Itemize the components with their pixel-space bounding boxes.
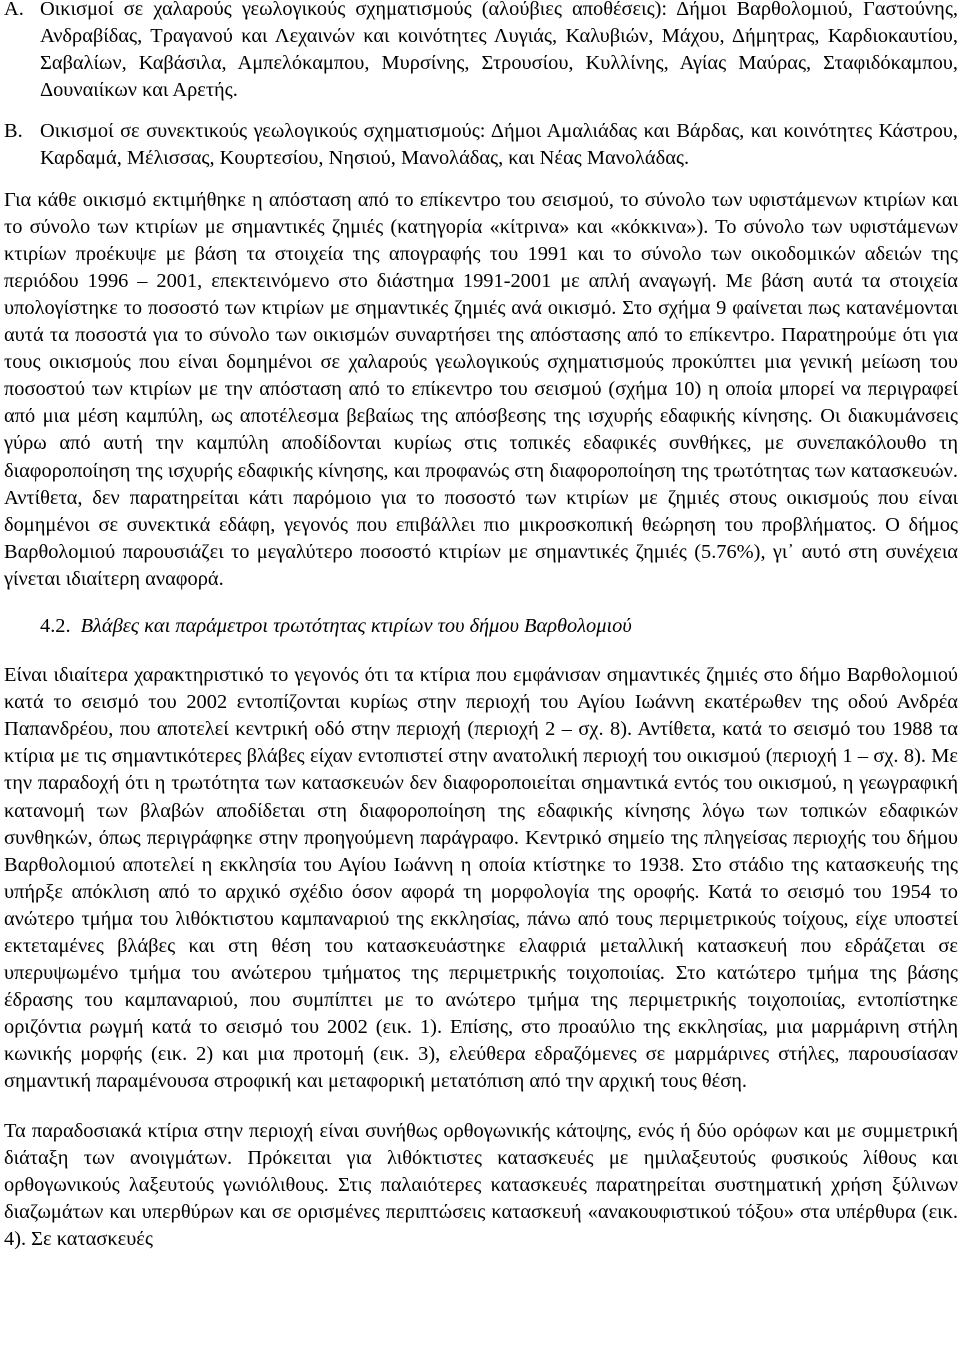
list-text-a: Οικισμοί σε χαλαρούς γεωλογικούς σχηματισμούς (αλούβιες αποθέσεις): Δήμοι Βαρθολομιού, Γαστούνης, Ανδραβίδας, Τραγανού και Λεχαινών και κοινότητες Λυγιάς, Καλυβιών, Μάχου, Δήμητρας, Καρδιοκαυτίου, Σαβαλίων, Καβάσιλα, Αμπελόκαμπου, Μυρσίνης, Στρουσίου, Κυλλίνης, Αγίας Μαύρας, Σταφιδόκαμπου, Δουναιίκων και Αρετής. (40, 0, 958, 102)
list-item-a (4, 0, 958, 104)
list-text-b: Οικισμοί σε συνεκτικούς γεωλογικούς σχηματισμούς: Δήμοι Αμαλιάδας και Βάρδας, και κοινότητες Κάστρου, Καρδαμά, Μέλισσας, Κουρτεσίου, Νησιού, Μανολάδας, και Νέας Μανολάδας. (40, 120, 958, 170)
section-number: 4.2. (40, 614, 71, 637)
list-marker-a: Α. (4, 0, 24, 20)
paragraph-settlement-damage: Για κάθε οικισμό εκτιμήθηκε η απόσταση από το επίκεντρο του σεισμού, το σύνολο των υφιστάμενων κτιρίων και το σύνολο των κτιρίων με σημαντικές ζημιές (κατηγορία «κίτρινα» και «κόκκινα»). Το σύνολο των υφιστάμενων κτιρίων προέκυψε με βάση τα στοιχεία της απογραφής του 1991 και το σύνολο των οικοδομικών αδειών της περιόδου 1996 – 2001, επεκτεινόμενο στο διάστημα 1991-2001 με απλή αναγωγή. Με βάση αυτά τα στοιχεία υπολογίστηκε το ποσοστό των κτιρίων με σημαντικές ζημιές ανά οικισμό. Στο σχήμα 9 φαίνεται πως κατανέμονται αυτά τα ποσοστά για το σύνολο των οικισμών συναρτήσει της απόστασης από το επίκεντρο. Παρατηρούμε ότι για τους οικισμούς που είναι δομημένοι σε χαλαρούς γεωλογικούς σχηματισμούς προκύπτει μια γενική μείωση του ποσοστού των κτιρίων με την απόσταση από το επίκεντρο του σεισμού (σχήμα 10) η οποία μπορεί να περιγραφεί από μια μέση καμπύλη, ως αποτέλεσμα βεβαίως της απόσβεσης της ισχυρής εδαφικής κίνησης. Οι διακυμάνσεις γύρω από αυτή την καμπύλη αποδίδονται κυρίως στις τοπικές εδαφικές συνθήκες, με συνεπακόλουθο τη διαφοροποίηση της ισχυρής εδαφικής κίνησης, και προφανώς στη διαφοροποίηση της τρωτότητας των κατασκευών. Αντίθετα, δεν παρατηρείται κάτι παρόμοιο για το ποσοστό των κτιρίων με ζημιές στους οικισμούς που είναι δομημένοι σε συνεκτικά εδάφη, γεγονός που επιβάλλει πιο μικροσκοπική θεώρηση του προβλήματος. Ο δήμος Βαρθολομιού παρουσιάζει το μεγαλύτερο ποσοστό κτιρίων με σημαντικές ζημιές (5.76%), γι᾽ αυτό στη συνέχεια γίνεται ιδιαίτερη αναφορά. (4, 188, 958, 590)
paragraph-vartholomio-church: Είναι ιδιαίτερα χαρακτηριστικό το γεγονός ότι τα κτίρια που εμφάνισαν σημαντικές ζημιές στο δήμο Βαρθολομιού κατά το σεισμό του 2002 εντοπίζονται κυρίως στην περιοχή του Αγίου Ιωάννη εκατέρωθεν της οδού Ανδρέα Παπανδρέου, που αποτελεί κεντρική οδό στην περιοχή (περιοχή 2 – σχ. 8). Αντίθετα, κατά το σεισμό του 1988 τα κτίρια με τις σημαντικότερες βλάβες είχαν εντοπιστεί στην ανατολική περιοχή του οικισμού (περιοχή 1 – σχ. 8). Με την παραδοχή ότι η τρωτότητα των κατασκευών δεν διαφοροποιείται σημαντικά εντός του οικισμού, η γεωγραφική κατανομή των βλαβών αποδίδεται στη διαφοροποίηση της εδαφικής κίνησης λόγω των τοπικών εδαφικών συνθηκών, όπως περιγράφηκε στην προηγούμενη παράγραφο. Κεντρικό σημείο της πληγείσας περιοχής του δήμου Βαρθολομιού αποτελεί η εκκλησία του Αγίου Ιωάννη η οποία κτίστηκε το 1938. Στο στάδιο της κατασκευής της υπήρξε απόκλιση από το αρχικό σχέδιο όσον αφορά τη μορφολογία της οροφής. Κατά το σεισμό του 1954 το ανώτερο τμήμα του λιθόκτιστου καμπαναριού της εκκλησίας, πάνω από τους περιμετρικούς τοίχους, είχε υποστεί εκτεταμένες βλάβες και στη θέση του κατασκευάστηκε ελαφριά μεταλλική κατασκευή που εδράζεται σε υπερυψωμένο τμήμα του ανώτερου τμήματος της περιμετρικής τοιχοποιίας. Στο κατώτερο τμήμα της βάσης έδρασης του καμπαναριού, που συμπίπτει με το ανώτερο τμήμα της περιμετρικής τοιχοποιίας, εντοπίστηκε οριζόντια ρωγμή κατά το σεισμό του 2002 (εικ. 1). Επίσης, στο προαύλιο της εκκλησίας, μια μαρμάρινη στήλη κωνικής μορφής (εικ. 2) και μια προτομή (εικ. 3), ελεύθερα εδραζόμενες σε μαρμάρινες στήλες, παρουσίασαν σημαντική παραμένουσα στροφική και μεταφορική μετατόπιση από την αρχική τους θέση. (4, 664, 958, 1093)
list-item-b (4, 118, 958, 172)
document-page (4, 0, 958, 1253)
section-title: Βλάβες και παράμετροι τρωτότητας κτιρίων του δήμου Βαρθολομιού (80, 614, 632, 637)
section-heading (4, 613, 958, 640)
list-marker-b: Β. (4, 120, 23, 143)
paragraph-traditional-buildings: Τα παραδοσιακά κτίρια στην περιοχή είναι συνήθως ορθογωνικής κάτοψης, ενός ή δύο ορόφων και με συμμετρική διάταξη των ανοιγμάτων. Πρόκειται για λιθόκτιστες κατασκευές με ημιλαξευτούς φυσικούς λίθους και ορθογωνικούς λαξευτούς γωνιόλιθους. Στις παλαιότερες κατασκευές παρατηρείται συστηματική χρήση ξύλινων διαζωμάτων και υπερθύρων και σε ορισμένες περιπτώσεις κατασκευή «ανακουφιστικού τόξου» στα υπέρθυρα (εικ. 4). Σε κατασκευές (4, 1119, 958, 1250)
